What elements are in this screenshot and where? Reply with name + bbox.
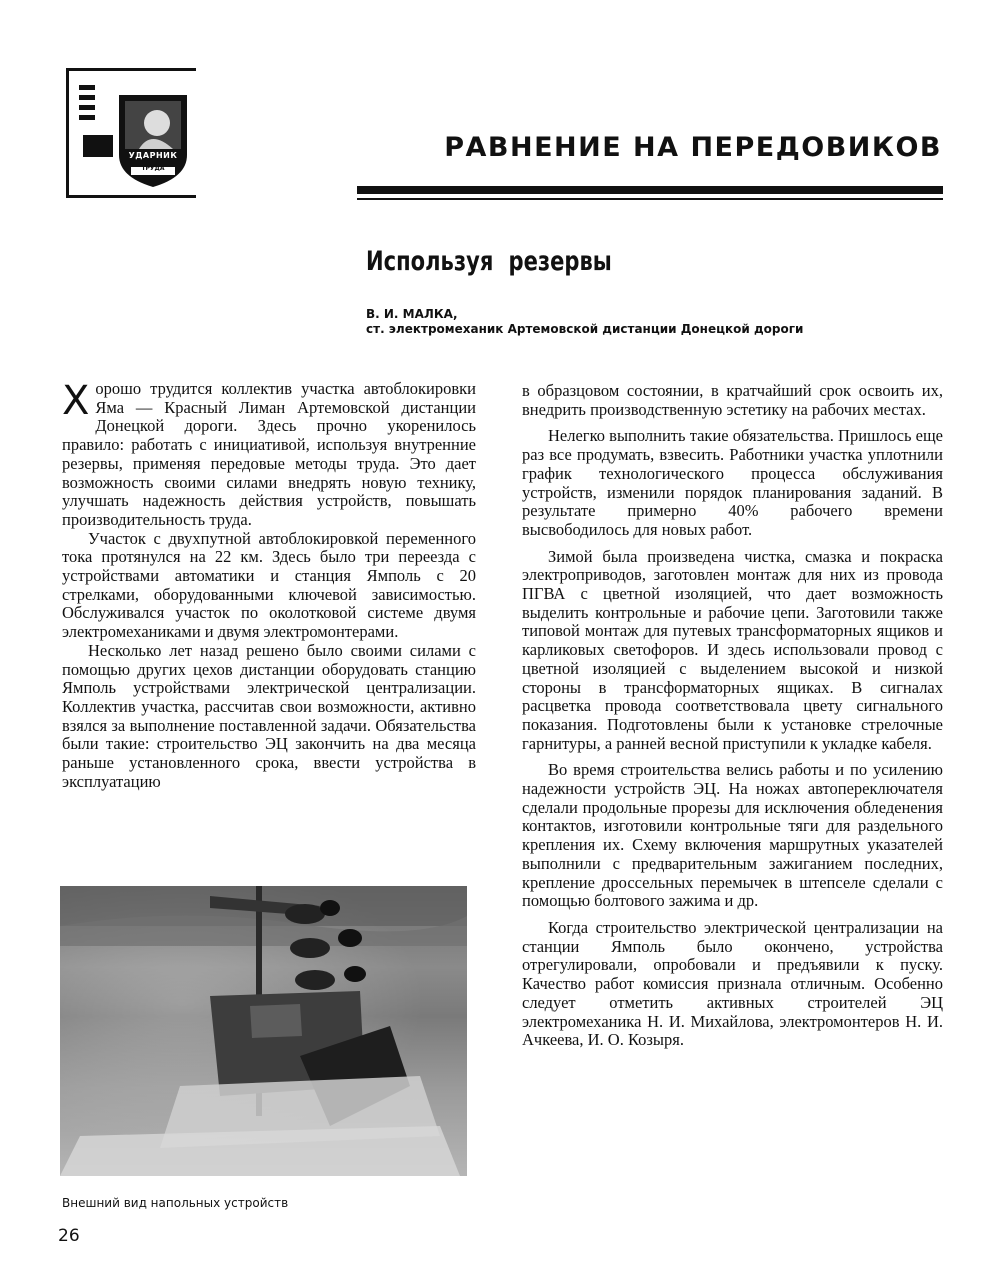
equipment-photo xyxy=(60,886,467,1176)
right-column xyxy=(522,382,943,1050)
photo-caption: Внешний вид напольных устройств xyxy=(62,1196,289,1210)
paragraph-text: орошо трудится коллектив участка автоблокировки Яма — Красный Лиман Артемовской дистанции Донецкой дороги. Здесь прочно укоренилось правило: работать с инициативой, используя внутренние резервы, применяя передовые методы труда. Это дает возможность своими силами внедрять новую технику, улучшать надежность действия устройств, повышать производительность труда. xyxy=(62,379,476,529)
paragraph: Зимой была произведена чистка, смазка и покраска электроприводов, заготовлен монтаж для них из провода ПГВА с цветной изоляцией, что дает возможность выделить контрольные и рабочие цепи. Заготовили также типовой монтаж для путевых трансформаторных ящиков и карликовых светофоров. И здесь использовали провод с цветной изоляцией с выделением высокой и низкой стороны в трансформаторных ящиках. В сигналах расцветка провода соответствовала цвету сигнального показания. Подготовлены были к установке стрелочные гарнитуры, а ранней весной приступили к укладке кабеля. xyxy=(522,546,943,753)
header-rule-thin xyxy=(357,198,943,200)
paragraph: Несколько лет назад решено было своими силами с помощью других цехов дистанции оборудовать станцию Ямполь устройствами электрической централизации. Коллектив участка, рассчитав свои возможности, активно взялся за выполнение поставленной задачи. Обязательства были такие: строительство ЭЦ закончить на два месяца раньше установленного срока, ввести устройства в эксплуатацию xyxy=(62,640,476,791)
header-rule-thick xyxy=(357,186,943,194)
paragraph: Нелегко выполнить такие обязательства. Пришлось еще раз все продумать, взвесить. Работники участка уплотнили график технологического процесса обслуживания устройств, изменили порядок планирования заданий. В результате примерно 40% рабочего времени высвободилось для новых работ. xyxy=(522,426,943,539)
page-number: 26 xyxy=(58,1226,80,1246)
emblem-locomotive-icon xyxy=(83,135,113,157)
emblem-sublabel: ТРУДА xyxy=(141,165,165,172)
left-column xyxy=(62,380,476,791)
udarnik-truda-emblem xyxy=(66,68,196,198)
emblem-stripes-icon xyxy=(79,85,95,125)
author-position: ст. электромеханик Артемовской дистанции Донецкой дороги xyxy=(366,322,804,336)
emblem-label: УДАРНИК xyxy=(128,151,178,160)
paragraph: Во время строительства велись работы и по усилению надежности устройств ЭЦ. На ножах автопереключателя сделали продольные прорезы для исключения обледенения контактов, изготовили контрольные тяги для раздельного крепления их. Схему включения маршрутных указателей выполнили с предварительным зажиганием последних, крепление дроссельных перемычек в штепселе сделали с помощью болтового зажима и др. xyxy=(522,760,943,911)
article-title: Используя резервы xyxy=(366,246,612,277)
section-title: РАВНЕНИЕ НА ПЕРЕДОВИКОВ xyxy=(444,132,942,163)
paragraph: Участок с двухпутной автоблокировкой переменного тока протянулся на 22 км. Здесь было три переезда с устройствами автоматики и станция Ямполь с 20 стрелками, оборудованными ключевой зависимостью. Обслуживался участок по околотковой системе двумя электромеханиками и двумя электромонтерами. xyxy=(62,528,476,642)
drop-cap: Х xyxy=(62,378,90,424)
signal-equipment-illustration xyxy=(60,886,467,1176)
paragraph: в образцовом состоянии, в кратчайший срок освоить их, внедрить производственную эстетику на рабочих местах. xyxy=(522,381,943,419)
paragraph: Когда строительство электрической централизации на станции Ямполь было окончено, устройства отрегулировали, опробовали и предъявили к пуску. Качество работ комиссия признала отличным. Особенно следует отметить активных строителей ЭЦ электромеханика Н. И. Михайлова, электромонтеров Н. И. Ачкеева, И. О. Козыря. xyxy=(522,917,943,1050)
paragraph xyxy=(62,380,476,530)
shield-icon xyxy=(117,93,189,189)
author-name: В. И. МАЛКА, xyxy=(366,307,458,321)
